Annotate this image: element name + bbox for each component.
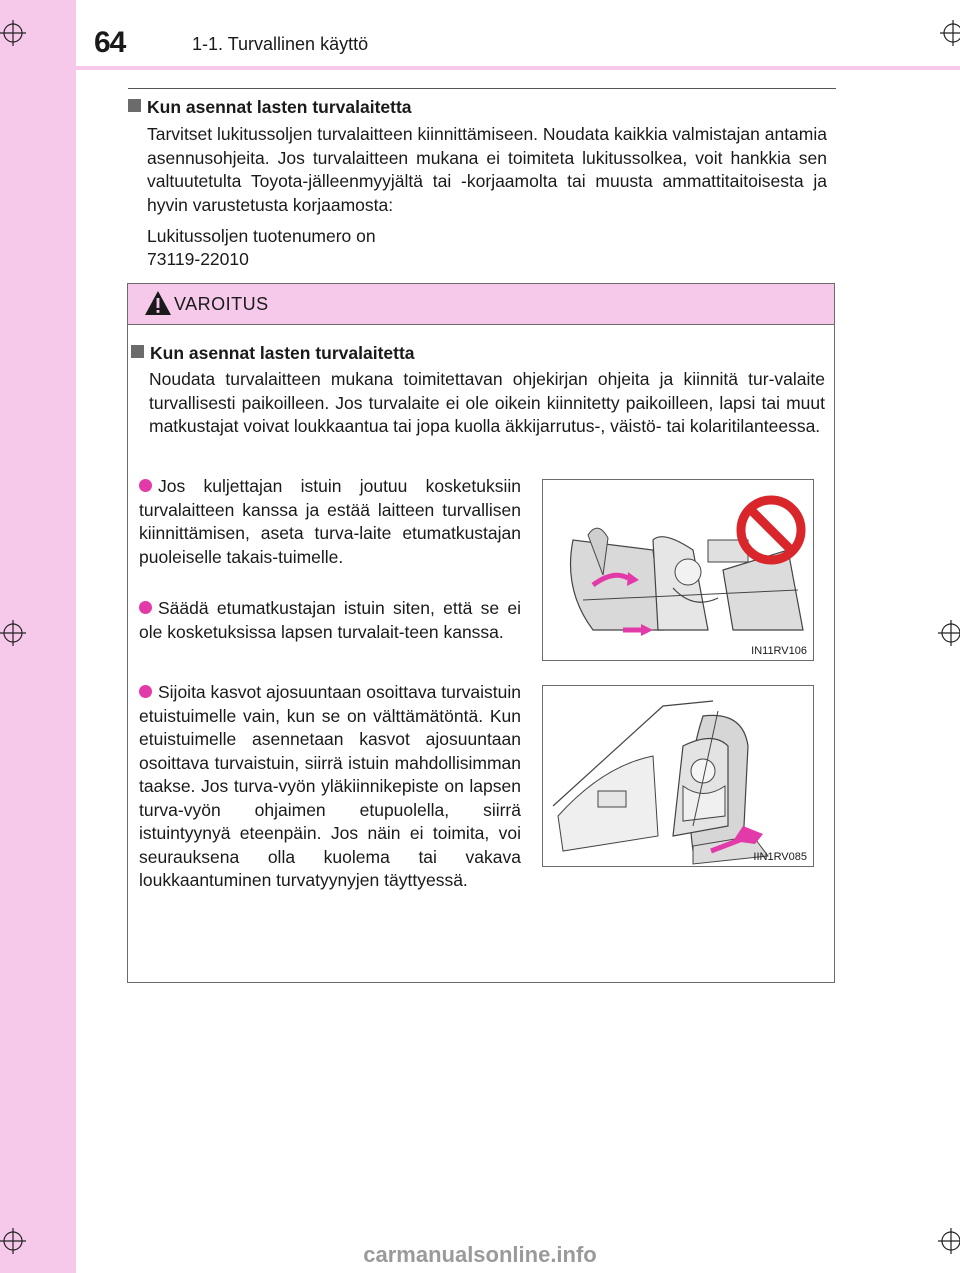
registration-mark-icon — [0, 620, 26, 646]
part-number: 73119-22010 — [147, 249, 249, 269]
bullet-dot-icon — [139, 685, 152, 698]
bullet-dot-icon — [139, 601, 152, 614]
page-number: 64 — [94, 26, 126, 59]
header-divider — [128, 88, 836, 89]
figure-label: IN11RV106 — [751, 645, 807, 657]
child-seat-illustration — [543, 480, 813, 660]
figure-forward-facing-seat — [542, 685, 814, 867]
bullet-dot-icon — [139, 479, 152, 492]
registration-mark-icon — [0, 20, 26, 46]
square-bullet-icon — [131, 345, 144, 358]
registration-mark-icon — [938, 620, 960, 646]
bullet-item: Jos kuljettajan istuin joutuu kosketuksiin turvalaitteen kanssa ja estää laitteen turvallisen kiinnittämisen, aseta turva-laite etumatkustajan puoleiselle takais-tuimelle. — [139, 476, 521, 567]
figure-label: IIN1RV085 — [753, 851, 807, 863]
bullet-item: Sijoita kasvot ajosuuntaan osoittava turvaistuin etuistuimelle vain, kun se on välttämätöntä. Kun etuistuimelle asennetaan kasvot ajosuuntaan osoittava turvaistuin, siirrä istuin mahdollisimman taakse. Jos turva-vyön yläkiinnikepiste on lapsen turva-vyön ohjaimen etupuolella, siirrä istuintyynyä eteenpäin. Jos näin ei toimita, voi seurauksena olla kuolema tai vakava loukkaantuminen turvatyynyjen täyttyessä. — [139, 682, 521, 890]
warning-paragraph: Noudata turvalaitteen mukana toimitettavan ohjekirjan ohjeita ja kiinnitä tur-valaite turvallisesti paikoilleen. Jos turvalaite ei ole oikein kiinnitetty paikoilleen, lapsi tai muut matkustajat voivat loukkaantua tai jopa kuolla äkkijarrutus-, väistö- tai kolaritilanteessa. — [149, 369, 825, 436]
watermark: carmanualsonline.info — [363, 1242, 597, 1267]
warning-heading: Kun asennat lasten turvalaitetta — [131, 343, 415, 364]
warning-triangle-icon — [144, 290, 172, 316]
square-bullet-icon — [128, 99, 141, 112]
intro-heading: Kun asennat lasten turvalaitetta — [128, 97, 412, 118]
bullet-item: Säädä etumatkustajan istuin siten, että se ei ole kosketuksissa lapsen turvalait-teen kanssa. — [139, 598, 521, 642]
warning-box — [127, 283, 835, 983]
warning-title: VAROITUS — [174, 294, 269, 314]
registration-mark-icon — [940, 20, 960, 46]
intro-paragraph: Tarvitset lukitussoljen turvalaitteen kiinnittämiseen. Noudata kaikkia valmistajan antamia asennusohjeita. Jos turvalaitteen mukana ei toimiteta lukitussolkea, voit hankkia sen valtuutetulta Toyota-jälleenmyyjältä tai -korjaamolta tai muusta ammattitaitoisesta ja hyvin varustetusta korjaamosta: — [147, 124, 827, 215]
section-title: 1-1. Turvallinen käyttö — [192, 34, 369, 54]
figure-child-seat-front-passenger — [542, 479, 814, 661]
forward-facing-seat-illustration — [543, 686, 813, 866]
warning-header — [128, 284, 834, 325]
part-number-label: Lukitussoljen tuotenumero on — [147, 226, 376, 246]
